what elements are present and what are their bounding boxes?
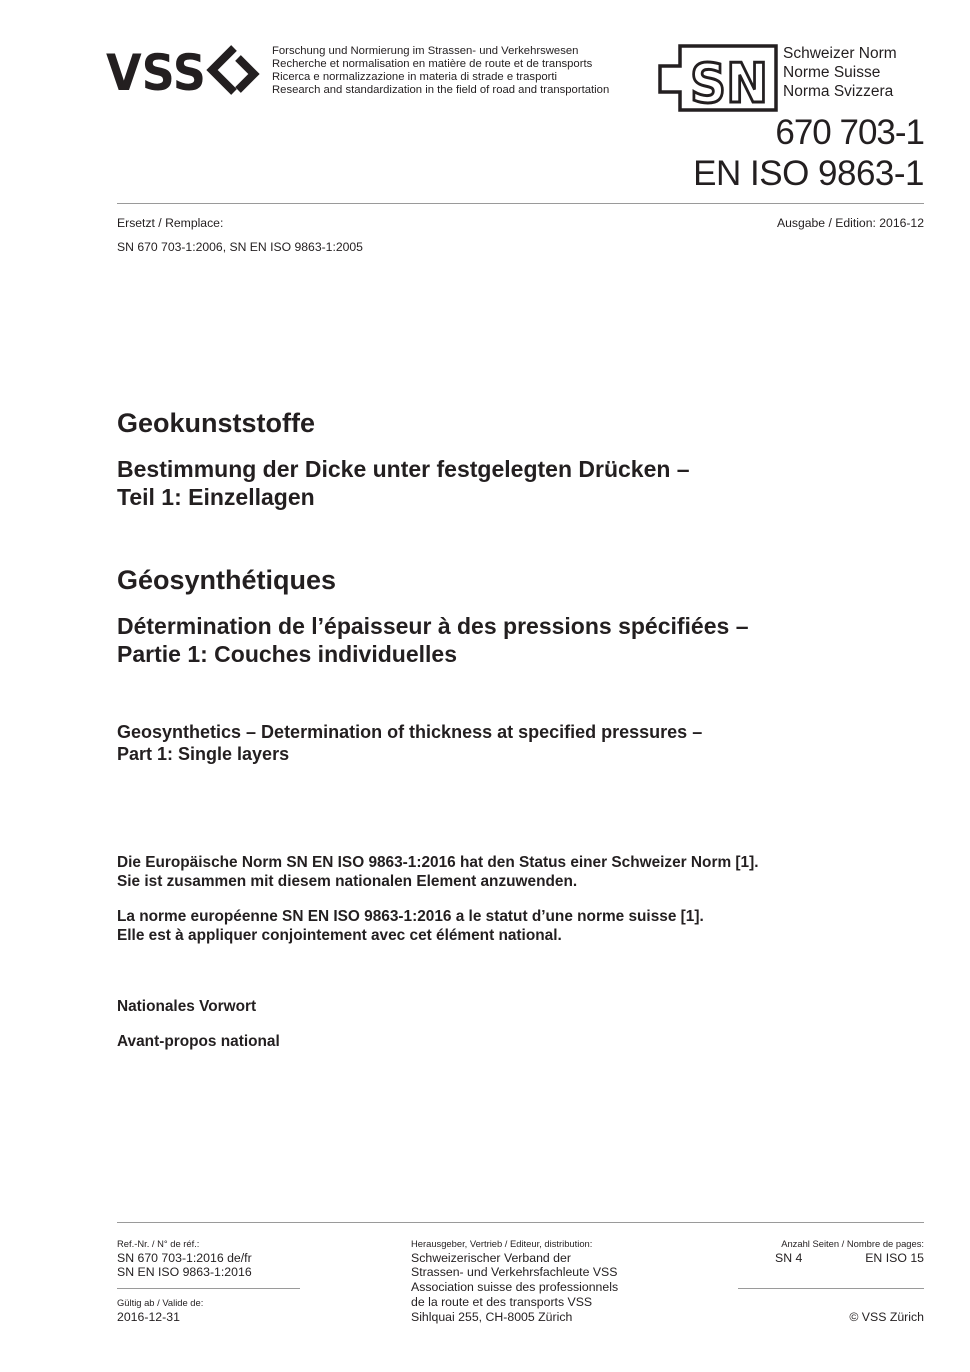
vss-tagline-it: Ricerca e normalizzazione in materia di strade e trasporti	[272, 71, 558, 83]
valid-from-value: 2016-12-31	[117, 1310, 180, 1324]
subtitle-en-line2: Part 1: Single layers	[117, 744, 290, 764]
sn-name-it: Norma Svizzera	[783, 83, 894, 100]
sn-cross-logo-icon	[656, 44, 778, 112]
title-de: Geokunststoffe	[117, 408, 316, 438]
footer-left-divider	[117, 1288, 300, 1289]
sn-name-fr: Norme Suisse	[783, 64, 881, 81]
publisher-line-1: Schweizerischer Verband der	[411, 1251, 571, 1265]
status-fr-line2: Elle est à appliquer conjointement avec cet élément national.	[117, 927, 562, 944]
publisher-line-4: de la route et des transports VSS	[411, 1295, 593, 1309]
publisher-label: Herausgeber, Vertrieb / Editeur, distribution:	[411, 1238, 593, 1249]
reference-label: Ref.-Nr. / N° de réf.:	[117, 1238, 200, 1249]
header-divider	[117, 203, 924, 204]
sn-names	[783, 44, 897, 101]
status-de-line1: Die Europäische Norm SN EN ISO 9863-1:2016 hat den Status einer Schweizer Norm [1].	[117, 854, 759, 871]
vss-tagline-fr: Recherche et normalisation en matière de route et de transports	[272, 58, 593, 70]
subtitle-de-line1: Bestimmung der Dicke unter festgelegten Drücken –	[117, 456, 690, 482]
iso-number: EN ISO 9863-1	[693, 154, 924, 193]
vss-tagline-en: Research and standardization in the field of road and transportation	[272, 84, 610, 96]
reference-value-1: SN 670 703-1:2016 de/fr	[117, 1251, 252, 1265]
footer-right-divider	[738, 1288, 924, 1289]
publisher-line-3: Association suisse des professionnels	[411, 1280, 619, 1294]
foreword-heading-de: Nationales Vorwort	[117, 998, 257, 1015]
publisher-line-2: Strassen- und Verkehrsfachleute VSS	[411, 1265, 618, 1279]
title-fr: Géosynthétiques	[117, 565, 337, 595]
vss-tagline	[272, 45, 609, 97]
page-count-sn: SN 4	[775, 1251, 803, 1265]
reference-value-2: SN EN ISO 9863-1:2016	[117, 1265, 252, 1279]
sn-logo	[656, 44, 778, 112]
vss-logo-text: VSS	[106, 44, 206, 100]
subtitle-fr-line2: Partie 1: Couches individuelles	[117, 641, 457, 667]
standard-number: 670 703-1	[775, 113, 924, 152]
replaces-label: Ersetzt / Remplace:	[117, 216, 224, 230]
page-count-label: Anzahl Seiten / Nombre de pages:	[781, 1238, 924, 1249]
sn-name-de: Schweizer Norm	[783, 45, 897, 62]
subtitle-de-line2: Teil 1: Einzellagen	[117, 484, 315, 510]
publisher-line-5: Sihlquai 255, CH-8005 Zürich	[411, 1310, 573, 1324]
vss-logo-graphic	[106, 40, 266, 100]
page-count-en: EN ISO 15	[865, 1251, 924, 1265]
vss-logo	[106, 40, 266, 100]
status-de-line2: Sie ist zusammen mit diesem nationalen Element anzuwenden.	[117, 873, 578, 890]
vss-tagline-de: Forschung und Normierung im Strassen- und Verkehrswesen	[272, 45, 579, 57]
footer-divider	[117, 1222, 924, 1223]
subtitle-fr-line1: Détermination de l’épaisseur à des pressions spécifiées –	[117, 613, 749, 639]
foreword-heading-fr: Avant-propos national	[117, 1033, 280, 1050]
status-fr-line1: La norme européenne SN EN ISO 9863-1:2016 a le statut d’une norme suisse [1].	[117, 908, 704, 925]
valid-from-label: Gültig ab / Valide de:	[117, 1297, 204, 1308]
copyright: © VSS Zürich	[849, 1310, 924, 1324]
replaces-value: SN 670 703-1:2006, SN EN ISO 9863-1:2005	[117, 240, 363, 254]
edition-date: Ausgabe / Edition: 2016-12	[776, 216, 924, 230]
sn-logo-text: SN	[690, 52, 768, 112]
subtitle-en-line1: Geosynthetics – Determination of thickness at specified pressures –	[117, 722, 703, 742]
